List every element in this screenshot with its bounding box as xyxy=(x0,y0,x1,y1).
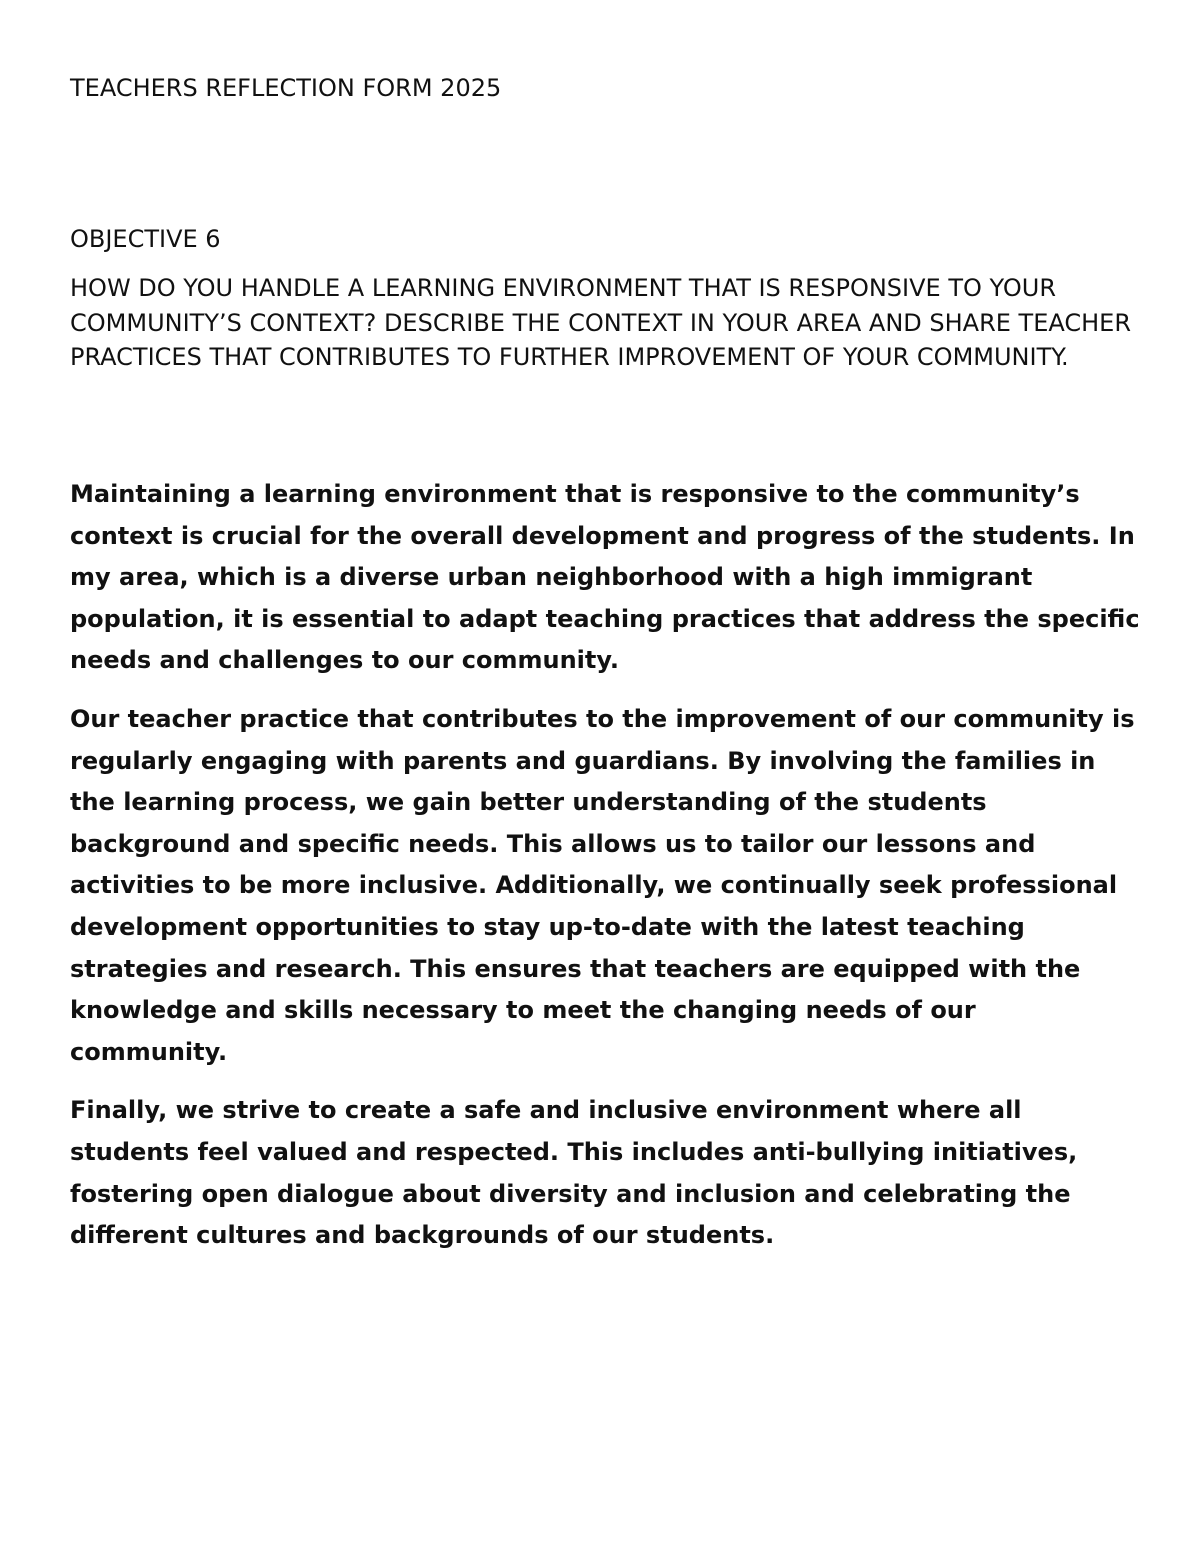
answer-paragraph: Our teacher practice that contributes to the improvement of our community is regularly engaging with parents and guardians. By involving the families in the learning process, we gain better understanding of the students background and specific needs. This allows us to tailor our lessons and activities to be more inclusive. Additionally, we continually seek professional development opportunities to stay up-to-date with the latest teaching strategies and research. This ensures that teachers are equipped with the knowledge and skills necessary to meet the changing needs of our community. xyxy=(70,704,1135,1066)
form-title: TEACHERS REFLECTION FORM 2025 xyxy=(70,74,502,102)
answer-paragraph: Maintaining a learning environment that is responsive to the community’s context is crucial for the overall development and progress of the students. In my area, which is a diverse urban neighborhood with a high immigrant population, it is essential to adapt teaching practices that address the specific needs and challenges to our community. xyxy=(70,480,1140,675)
objective-question: HOW DO YOU HANDLE A LEARNING ENVIRONMENT THAT IS RESPONSIVE TO YOUR COMMUNITY’S CONTEXT? DESCRIBE THE CONTEXT IN YOUR AREA AND SHARE TEACHER PRACTICES THAT CONTRIBUTES TO FURTHER IMPROVEMENT OF YOUR COMMUNITY. xyxy=(70,274,1132,371)
objective-heading: OBJECTIVE 6 xyxy=(70,225,221,253)
answer-section xyxy=(70,474,1140,1274)
answer-paragraph: Finally, we strive to create a safe and inclusive environment where all students feel valued and respected. This includes anti-bullying initiatives, fostering open dialogue about diversity and inclusion and celebrating the different cultures and backgrounds of our students. xyxy=(70,1096,1078,1250)
